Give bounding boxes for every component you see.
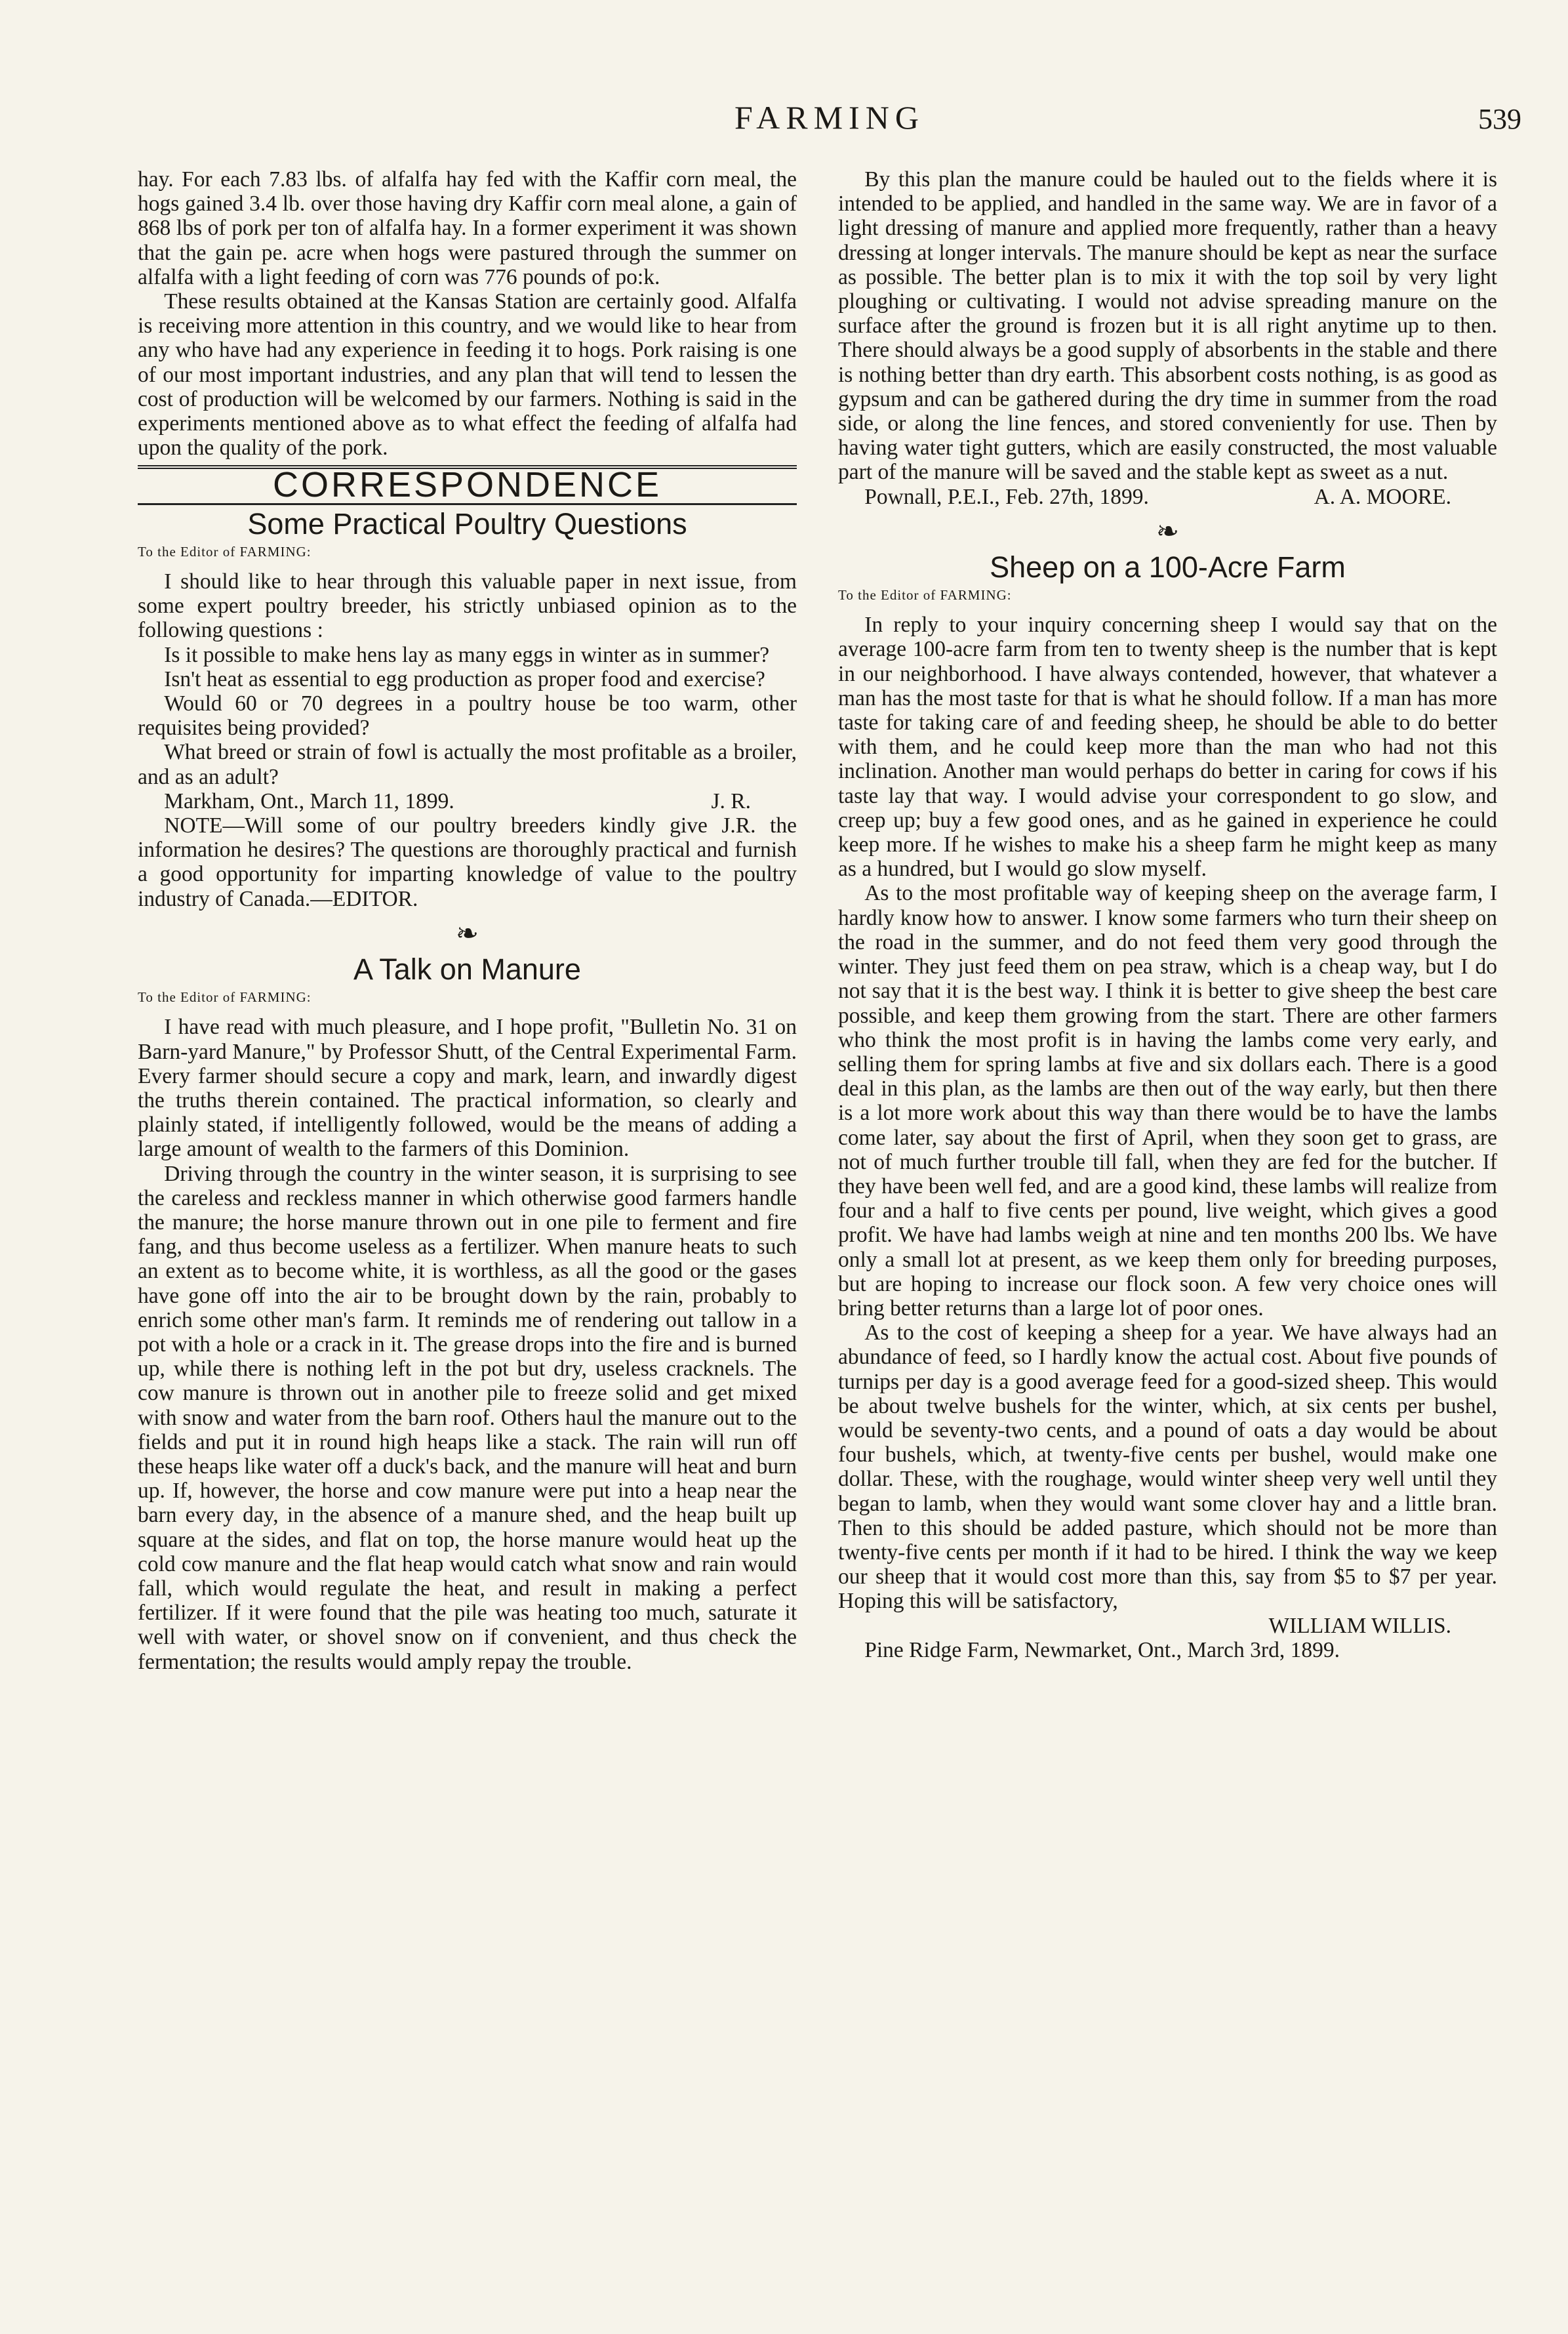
running-head <box>138 98 1521 151</box>
poultry-question: Isn't heat as essential to egg production as proper food and exercise? <box>164 666 765 691</box>
poultry-question: Would 60 or 70 degrees in a poultry house be too warm, other requisites being provided? <box>138 691 797 741</box>
poultry-question: What breed or strain of fowl is actually the most profitable as a broiler, and as an adult? <box>138 740 797 789</box>
manure-place-date: Pownall, P.E.I., Feb. 27th, 1899. <box>864 484 1149 509</box>
page-number: 539 <box>1478 103 1521 135</box>
editor-note: NOTE—Will some of our poultry breeders kindly give J.R. the information he desires? The questions are thoroughly practical and furnish a good opportunity for imparting knowledge of value to the poultry industry of Canada.—EDITOR. <box>138 813 797 911</box>
sheep-place-date: Pine Ridge Farm, Newmarket, Ont., March 3rd, 1899. <box>864 1637 1340 1662</box>
correspondence-heading: CORRESPONDENCE <box>272 465 662 505</box>
manure-paragraph-1: I have read with much pleasure, and I hope profit, "Bulletin No. 31 on Barn-yard Manure," by Professor Shutt, of the Central Experimental Farm. Every farmer should secure a copy and mark, learn, and inwardly digest the truths therein contained. The practical information, so clearly and plainly stated, if intelligently followed, would be the means of adding a large amount of wealth to the farmers of this Dominion. <box>138 1015 797 1162</box>
poultry-paragraph: I should like to hear through this valuable paper in next issue, from some expert poultry breeder, his strictly unbiased opinion as to the following questions : <box>138 569 797 643</box>
sheep-addressed-to: To the Editor of FARMING: <box>838 587 1012 604</box>
poultry-article-title: Some Practical Poultry Questions <box>247 506 687 541</box>
ornament-icon: ❧ <box>1156 516 1180 547</box>
sheep-signature: WILLIAM WILLIS. <box>1268 1613 1451 1638</box>
poultry-signature: J. R. <box>711 788 751 813</box>
manure-article-title: A Talk on Manure <box>353 952 581 986</box>
alfalfa-paragraph-1: hay. For each 7.83 lbs. of alfalfa hay fed with the Kaffir corn meal, the hogs gained 3.4 lb. over those having dry Kaffir corn meal alone, a gain of 868 lbs of pork per ton of alfalfa hay. In a former experiment it was shown that the gain pe. acre when hogs were pastured through the summer on alfalfa with a light feeding of corn was 776 pounds of po:k. <box>138 167 797 289</box>
poultry-signature-line <box>138 789 797 813</box>
alfalfa-paragraph-2: These results obtained at the Kansas Station are certainly good. Alfalfa is receiving more attention in this country, and we would like to hear from any who have had any experience in feeding it to hogs. Pork raising is one of our most important industries, and any plan that will tend to lessen the cost of production will be welcomed by our farmers. Nothing is said in the experiments mentioned above as to what effect the feeding of alfalfa had upon the quality of the pork. <box>138 289 797 461</box>
manure-signature-line <box>838 485 1497 509</box>
sheep-article-title: Sheep on a 100-Acre Farm <box>990 550 1346 584</box>
journal-title: FARMING <box>734 99 925 136</box>
right-column <box>838 167 1497 1662</box>
sheep-paragraph-1: In reply to your inquiry concerning sheep I would say that on the average 100-acre farm from ten to twenty sheep is the number that is kept in our neighborhood. I have always contended, however, that whatever a man has the most taste for that is what he should follow. If a man has more taste for taking care of and feeding sheep, he should be able to do better with them, and he could keep more than the man who had not this inclination. Another man would perhaps do better in caring for cows if his taste lay that way. I would advise your correspondent to go slow, and creep up; buy a few good ones, and as he gained in experience he could keep more. If he wishes to make his a sheep farm he might keep as many as a hundred, but I would go slow myself. <box>838 613 1497 882</box>
ornament-icon: ❧ <box>455 918 479 949</box>
sheep-paragraph-3: As to the cost of keeping a sheep for a year. We have always had an abundance of feed, so I hardly know the actual cost. About five pounds of turnips per day is a good average feed for a good-sized sheep. This would be about twelve bushels for the winter, which, at six cents per bushel, would be seventy-two cents, and a pound of oats a day would be about four bushels, which, at twenty-five cents per bushel, would make one dollar. These, with the roughage, would winter sheep very well until they began to lamb, when they would want some clover hay and a little bran. Then to this should be added pasture, which should not be more than twenty-five cents per month if it had to be hired. I think the way we keep our sheep that it would cost more than this, say from $5 to $7 per year. Hoping this will be satisfactory, <box>838 1321 1497 1614</box>
manure-signature: A. A. MOORE. <box>1314 484 1451 509</box>
manure-addressed-to: To the Editor of FARMING: <box>138 989 312 1006</box>
poultry-question: Is it possible to make hens lay as many eggs in winter as in summer? <box>164 642 770 667</box>
poultry-place-date: Markham, Ont., March 11, 1899. <box>164 788 454 813</box>
manure-paragraph-2: Driving through the country in the winter season, it is surprising to see the careless and reckless manner in which otherwise good farmers handle the manure; the horse manure thrown out in one pile to ferment and fire fang, and thus become useless as a fertilizer. When manure heats to such an extent as to become white, it is worthless, as all the good or the gases have gone off into the air to be brought down by the rain, probably to enrich some other man's farm. It reminds me of rendering out tallow in a pot with a hole or a crack in it. The grease drops into the fire and is burned up, while there is nothing left in the pot but dry, useless cracknels. The cow manure is thrown out in another pile to freeze solid and get mixed with snow and water from the barn roof. Others haul the manure out to the fields and put it in round high heaps like a stack. The rain will run off these heaps like water off a duck's back, and the manure will heat and burn up. If, however, the horse and cow manure were put into a heap near the barn every day, in the absence of a manure shed, and the heap built up square at the sides, and flat on top, the horse manure would heat up the cold cow manure and the flat heap would catch what snow and rain would fall, which would regulate the heat, and result in making a perfect fertilizer. If it were found that the pile was heating too much, saturate it well with water, or shovel snow on if convenient, and thus check the fermentation; the results would amply repay the trouble. <box>138 1161 797 1674</box>
left-column <box>138 167 797 1674</box>
sheep-paragraph-2: As to the most profitable way of keeping sheep on the average farm, I hardly know how to answer. I know some farmers who turn their sheep on the road in the summer, and do not feed them very good through the winter. They just feed them on pea straw, which is a cheap way, but I do not say that it is the best way. I think it is better to give sheep the best care possible, and keep them growing from the start. There are other farmers who think the most profit is in having the lambs come very early, and selling them for spring lambs at five and six dollars each. There is a good deal in this plan, as the lambs are then out of the way early, but then there is a lot more work about this way than there would be to have the lambs come later, say about the first of April, when they soon get to grass, are not of much further trouble till fall, when they are fed for the butcher. If they have been well fed, and are a good kind, these lambs will realize from four and a half to five cents per pound, live weight, which gives a good profit. We have had lambs weigh at nine and ten months 200 lbs. We have only a small lot at present, as we keep them only for breeding purposes, but are hoping to increase our flock soon. A few very choice ones will bring better returns than a large lot of poor ones. <box>838 881 1497 1321</box>
manure-continued-paragraph: By this plan the manure could be hauled out to the fields where it is intended to be applied, and handled in the same way. We are in favor of a light dressing of manure and applied more frequently, rather than a heavy dressing at longer intervals. The manure should be kept as near the surface as possible. The better plan is to mix it with the top soil by very light ploughing or cultivating. I would not advise spreading manure on the surface after the ground is frozen but it is all right anytime up to then. There should always be a good supply of absorbents in the stable and there is nothing better than dry earth. This absorbent costs nothing, is as good as gypsum and can be gathered during the dry time in summer from the road side, or along the line fences, and stored conveniently for use. Then by having water tight gutters, which are easily constructed, the most valuable part of the manure will be saved and the stable kept as sweet as a nut. <box>838 167 1497 485</box>
poultry-addressed-to: To the Editor of FARMING: <box>138 543 312 560</box>
